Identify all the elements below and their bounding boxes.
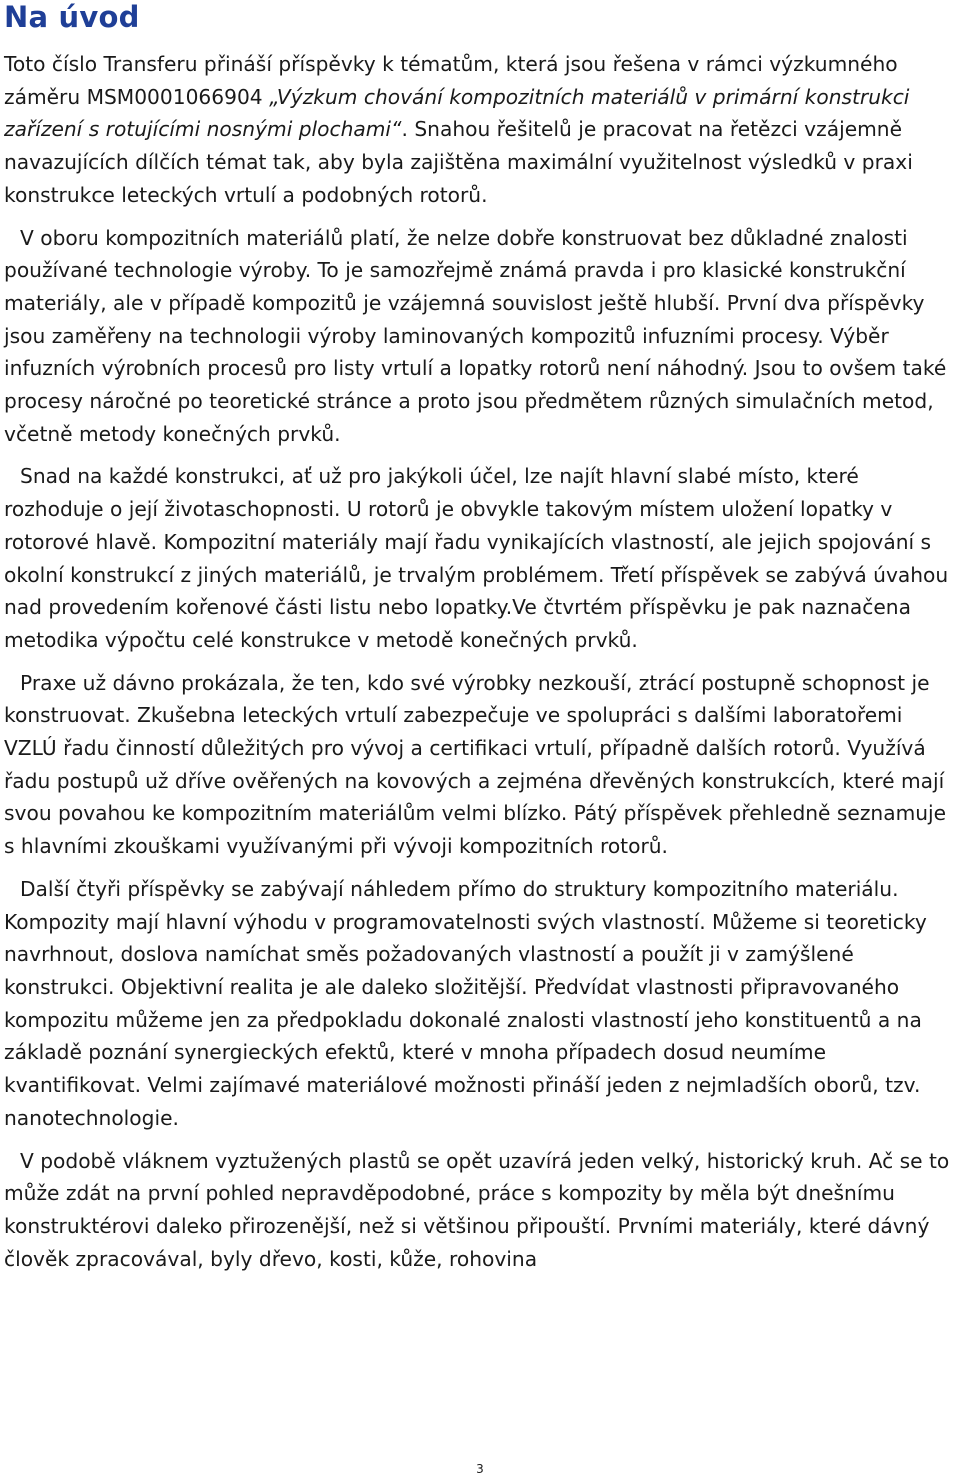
paragraph-material-structure: Další čtyři příspěvky se zabývají náhledem přímo do struktury kompozitního materiálu. Kompozity mají hlavní výhodu v programovatelnosti svých vlastností. Můžeme si teoreticky navrhnout, doslova namíchat směs požadovaných vlastností a použít ji v zamýšlené konstrukci. Objektivní realita je ale daleko složitější. Předvídat vlastnosti připravovaného kompozitu můžeme jen za předpokladu dokonalé znalosti vlastností jeho konstituentů a na základě poznání synergieckých efektů, které v mnoha případech dosud neumíme kvantifikovat. Velmi zajímavé materiálové možnosti přináší jeden z nejmladších oborů, tzv. nanotechnologie. [4, 876, 927, 1130]
page-title: Na úvod [4, 0, 140, 34]
paragraph-intro [4, 48, 958, 212]
project-title-italic: „Výzkum chování kompozitních materiálů v primární konstrukci zařízení s rotujícími nosnými plochami“ [4, 84, 910, 142]
page-number: 3 [476, 1462, 484, 1476]
paragraph-testing: Praxe už dávno prokázala, že ten, kdo své výrobky nezkouší, ztrácí postupně schopnost je konstruovat. Zkušebna leteckých vrtulí zabezpečuje ve spolupráci s dalšími laboratořemi VZLÚ řadu činností důležitých pro vývoj a certifikaci vrtulí, případně dalších rotorů. Využívá řadu postupů už dříve ověřených na kovových a zejména dřevěných konstrukcích, které mají svou povahou ke kompozitním materiálům velmi blízko. Pátý příspěvek přehledně seznamuje s hlavními zkouškami využívanými při vývoji kompozitních rotorů. [4, 670, 947, 859]
paragraph-intro-continuation: . Snahou řešitelů je pracovat na řetězci vzájemně navazujících dílčích témat tak, aby byla zajištěna maximální využitelnost výsledků v praxi konstrukce leteckých vrtulí a podobných rotorů. [4, 117, 913, 207]
document-page [4, 0, 958, 1275]
paragraph-intro-text: Toto číslo Transferu přináší příspěvky k tématům, která jsou řešena v rámci výzkumného záměru MSM0001066904 [4, 52, 898, 109]
paragraph-history: V podobě vláknem vyztužených plastů se opět uzavírá jeden velký, historický kruh. Ač se to může zdát na první pohled nepravděpodobné, práce s kompozity by měla být dnešnímu konstruktérovi daleko přirozenější, než si většinou připouští. Prvními materiály, které dávný člověk zpracovával, byly dřevo, kosti, kůže, rohovina [4, 1148, 950, 1271]
paragraph-weak-point: Snad na každé konstrukci, ať už pro jakýkoli účel, lze najít hlavní slabé místo, které rozhoduje o její životaschopnosti. U rotorů je obvykle takovým místem uložení lopatky v rotorové hlavě. Kompozitní materiály mají řadu vynikajících vlastností, ale jejich spojování s okolní konstrukcí z jiných materiálů, je trvalým problémem. Třetí příspěvek se zabývá úvahou nad provedením kořenové části listu nebo lopatky.Ve čtvrtém příspěvku je pak naznačena metodika výpočtu celé konstrukce v metodě konečných prvků. [4, 464, 949, 652]
paragraph-technology: V oboru kompozitních materiálů platí, že nelze dobře konstruovat bez důkladné znalosti používané technologie výroby. To je samozřejmě známá pravda i pro klasické konstrukční materiály, ale v případě kompozitů je vzájemná souvislost ještě hlubší. První dva příspěvky jsou zaměřeny na technologii výroby laminovaných kompozitů infuzními procesy. Výběr infuzních výrobních procesů pro listy vrtulí a lopatky rotorů není náhodný. Jsou to ovšem také procesy náročné po teoretické stránce a proto jsou předmětem různých simulačních metod, včetně metody konečných prvků. [4, 225, 947, 446]
